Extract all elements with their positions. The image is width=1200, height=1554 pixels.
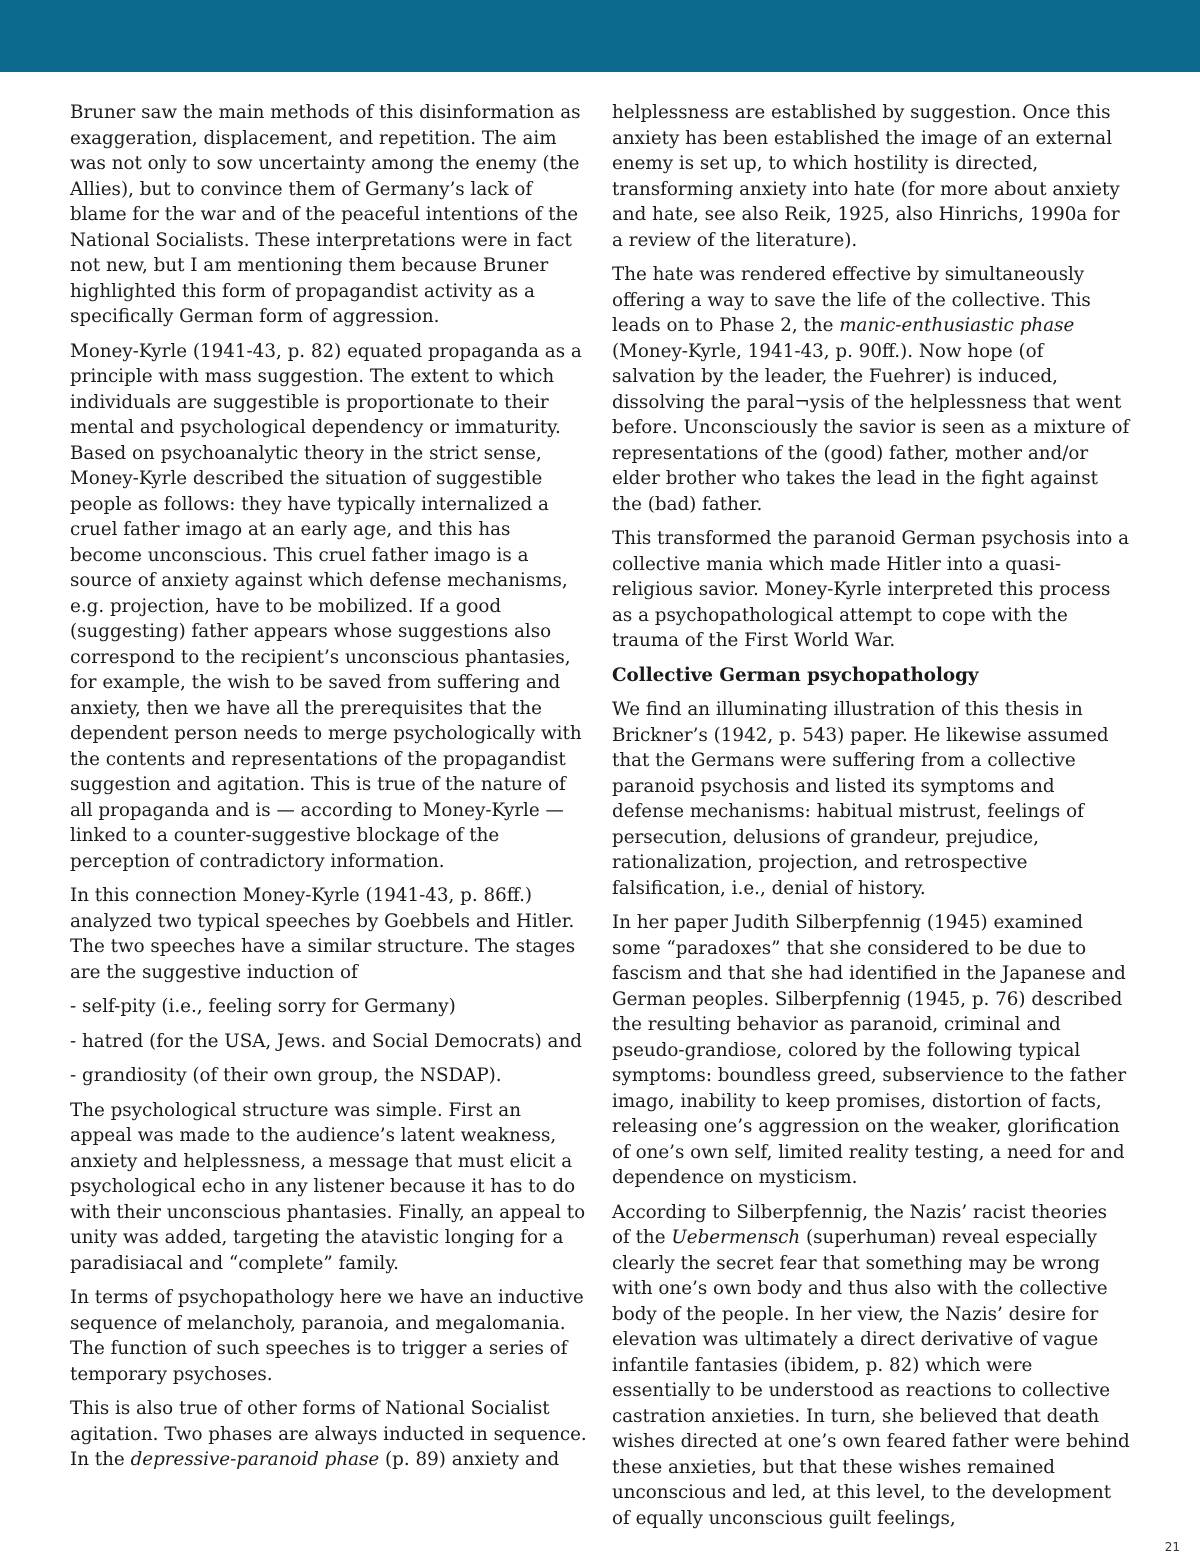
paragraph: Money-Kyrle (1941-43, p. 82) equated propaganda as a principle with mass suggestion. The extent to which individuals are suggestible is proportionate to their mental and psychological dependency or immaturity. Based on psychoanalytic theory in the strict sense, Money-Kyrle described the situation of suggestible people as follows: they have typically internalized a cruel father imago at an early age, and this has become unconscious. This cruel father imago is a source of anxiety against which defense mechanisms, e.g. projection, have to be mobilized. If a good (suggesting) father appears whose suggestions also correspond to the recipient’s unconscious phantasies, for example, the wish to be saved from suffering and anxiety, then we have all the prerequisites that the dependent person needs to merge psychologically with the contents and representations of the propagandist suggestion and agitation. This is true of the nature of all propaganda and is — according to Money-Kyrle — linked to a counter-suggestive blockage of the perception of contradictory information. (70, 340, 582, 872)
paragraph: Bruner saw the main methods of this disinformation as exaggeration, displacement, and repetition. The aim was not only to sow uncertainty among the enemy (the Allies), but to convince them of Germany’s lack of blame for the war and of the peaceful intentions of the National Socialists. These interpretations were in fact not new, but I am mentioning them because Bruner highlighted this form of propagandist activity as a specifically German form of aggression. (70, 102, 581, 327)
italic-term: manic-enthusiastic phase (839, 315, 1075, 336)
paragraph: We find an illuminating illustration of this thesis in Brickner’s (1942, p. 543) paper. He likewise assumed that the Germans were suffering from a collective paranoid psychosis and listed its symptoms and defense mechanisms: habitual mistrust, feelings of persecution, delusions of grandeur, prejudice, rationalization, projection, and retrospective falsification, i.e., denial of history. (612, 699, 1109, 899)
text-run: This is also true of other forms of National Socialist agitation. Two phases are always inducted in sequence. In the (70, 1398, 587, 1470)
paragraph (612, 1200, 1130, 1532)
paragraph: In this connection Money-Kyrle (1941-43, p. 86ff.) analyzed two typical speeches by Goebbels and Hitler. The two speeches have a similar structure. The stages are the suggestive induction of (70, 885, 576, 983)
paragraph (70, 1396, 588, 1473)
text-run: The hate was rendered effective by simultaneously offering a way to save the life of the collective. This leads on to Phase 2, the (612, 264, 1091, 336)
text-run: According to Silberpfennig, the Nazis’ racist theories of the (612, 1201, 1108, 1248)
list-item: - self-pity (i.e., feeling sorry for Germany) (70, 996, 456, 1017)
header-band (0, 0, 1200, 72)
text-run: (superhuman) reveal especially clearly the secret fear that something may be wrong with one’s own body and thus also with the collective body of the people. In her view, the Nazis’ desire for elevation was ultimately a direct derivative of vague infantile fantasies (ibidem, p. 82) which were essentially to be understood as reactions to collective castration anxieties. In turn, she believed that death wishes directed at one’s own feared father were behind these anxieties, but that these wishes remained unconscious and led, at this level, to the development of equally unconscious guilt feelings, (612, 1227, 1130, 1529)
text-run: (Money-Kyrle, 1941-43, p. 90ff.). Now hope (of salvation by the leader, the Fuehrer) is induced, dissolving the paral¬ysis of the helplessness that went before. Unconsciously the savior is seen as a mixture of representations of the (good) father, mother and/or elder brother who takes the lead in the fight against the (bad) father. (612, 340, 1130, 515)
paragraph (612, 262, 1130, 517)
paragraph: This transformed the paranoid German psychosis into a collective mania which made Hitler into a quasi-religious savior. Money-Kyrle interpreted this process as a psychopathological attempt to cope with the trauma of the First World War. (612, 528, 1129, 651)
italic-term: depressive-paranoid phase (130, 1449, 380, 1470)
italic-term: Uebermensch (671, 1227, 801, 1248)
page-number: 21 (1164, 1540, 1180, 1554)
right-column (612, 100, 1130, 1540)
text-run: (p. 89) anxiety and (379, 1449, 560, 1470)
paragraph: In her paper Judith Silberpfennig (1945) examined some “paradoxes” that she considered to be due to fascism and that she had identified in the Japanese and German peoples. Silberpfennig (1945, p. 76) described the resulting behavior as paranoid, criminal and pseudo-grandiose, colored by the following typical symptoms: boundless greed, subservience to the father imago, inability to keep promises, distortion of facts, releasing one’s aggression on the weaker, glorification of one’s own self, limited reality testing, a need for and dependence on mysticism. (612, 912, 1127, 1188)
list-item: - grandiosity (of their own group, the NSDAP). (70, 1065, 502, 1086)
paragraph: helplessness are established by suggestion. Once this anxiety has been established the image of an external enemy is set up, to which hostility is directed, transforming anxiety into hate (for more about anxiety and hate, see also Reik, 1925, also Hinrichs, 1990a for a review of the literature). (612, 102, 1120, 251)
list-item: - hatred (for the USA, Jews. and Social Democrats) and (70, 1030, 582, 1052)
left-column (70, 100, 588, 1482)
paragraph: In terms of psychopathology here we have an inductive sequence of melancholy, paranoia, and megalomania. The function of such speeches is to trigger a series of temporary psychoses. (70, 1287, 584, 1385)
section-heading: Collective German psychopathology (612, 664, 979, 686)
paragraph: The psychological structure was simple. First an appeal was made to the audience’s latent weakness, anxiety and helplessness, a message that must elicit a psychological echo in any listener because it has to do with their unconscious phantasies. Finally, an appeal to unity was added, targeting the atavistic longing for a paradisiacal and “complete” family. (70, 1099, 586, 1274)
